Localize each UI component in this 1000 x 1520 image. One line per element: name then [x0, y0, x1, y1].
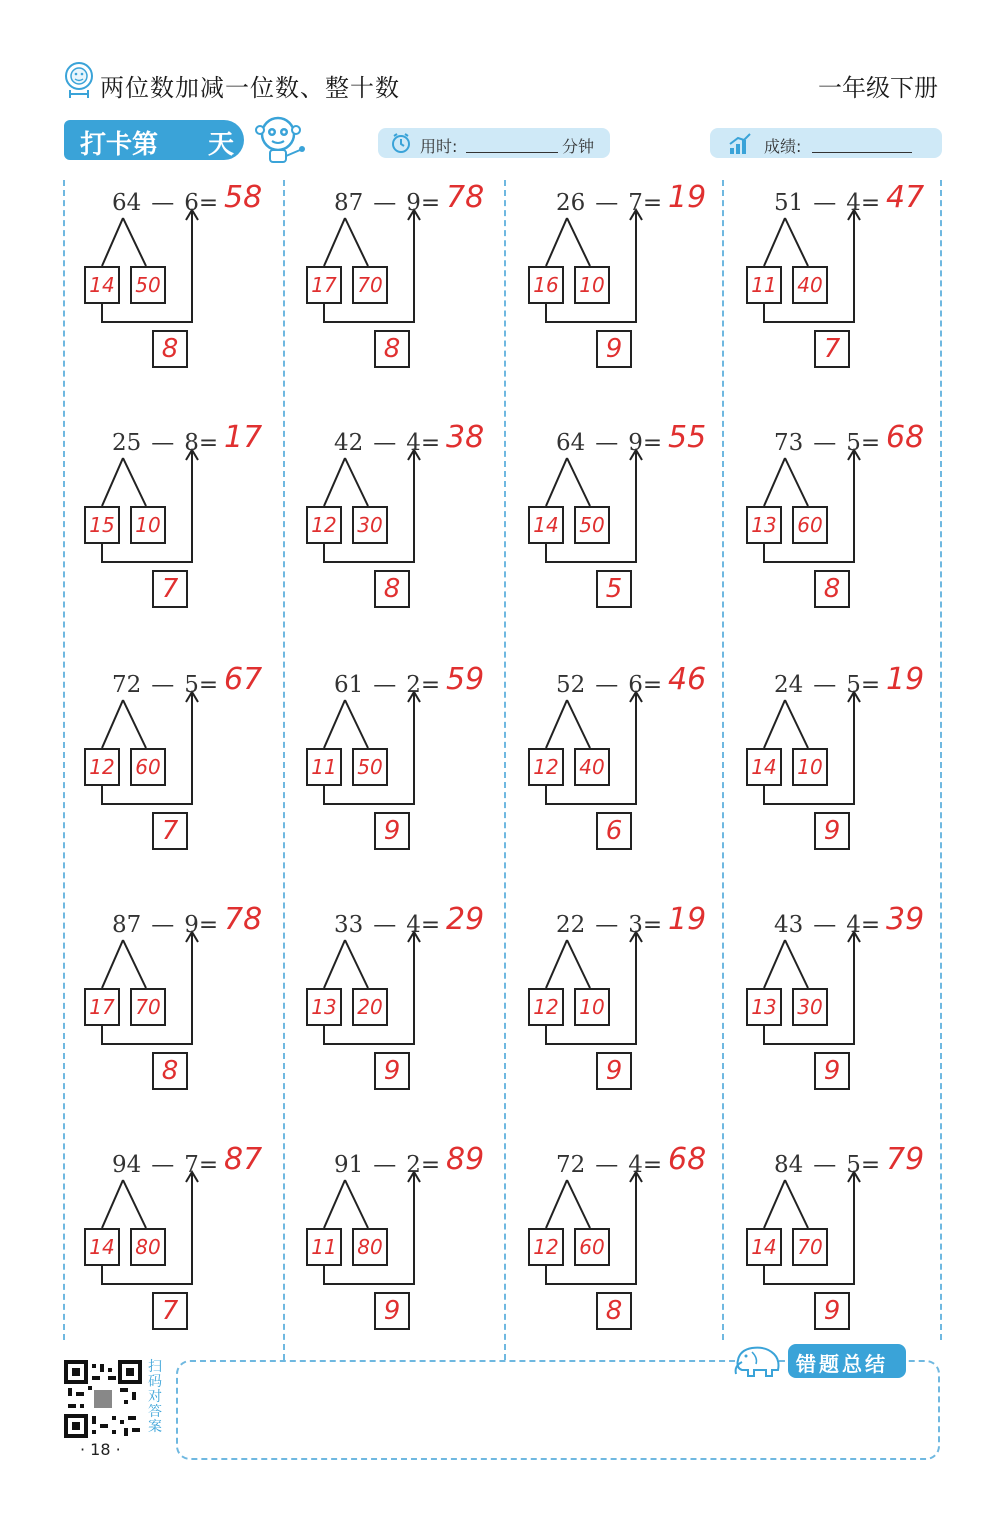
difference-box[interactable]: 9: [814, 1052, 850, 1090]
difference-box[interactable]: 9: [596, 330, 632, 368]
chart-icon: [728, 132, 752, 156]
equation: [334, 430, 440, 456]
difference-box[interactable]: 8: [374, 570, 410, 608]
answer-handwritten[interactable]: 55: [668, 420, 707, 455]
minus-sign: —: [151, 1152, 175, 1178]
equation: [556, 912, 662, 938]
equation: [774, 912, 880, 938]
answer-handwritten[interactable]: 79: [886, 1142, 925, 1177]
equation: [112, 190, 218, 216]
minuend: 22: [556, 912, 586, 938]
difference-box[interactable]: 9: [374, 1052, 410, 1090]
subtrahend: 9: [184, 912, 199, 938]
split-box-1[interactable]: 12: [528, 1228, 564, 1266]
split-box-1[interactable]: 11: [306, 1228, 342, 1266]
problem-item: [68, 902, 288, 1152]
subtrahend: 9: [406, 190, 421, 216]
subtrahend: 4: [628, 1152, 643, 1178]
split-box-1[interactable]: 12: [84, 748, 120, 786]
mistake-summary-label: 错题总结: [796, 1352, 888, 1376]
minus-sign: —: [813, 672, 837, 698]
subtrahend: 4: [406, 430, 421, 456]
minus-sign: —: [595, 430, 619, 456]
problem-item: [290, 902, 510, 1152]
answer-handwritten[interactable]: 46: [668, 662, 707, 697]
split-box-2[interactable]: 70: [792, 1228, 828, 1266]
answer-handwritten[interactable]: 68: [668, 1142, 707, 1177]
minuend: 61: [334, 672, 364, 698]
minuend: 87: [334, 190, 364, 216]
minuend: 73: [774, 430, 804, 456]
qr-code-icon[interactable]: [64, 1360, 142, 1438]
answer-handwritten[interactable]: 38: [446, 420, 485, 455]
lion-logo-icon: [62, 60, 96, 100]
difference-box[interactable]: 9: [596, 1052, 632, 1090]
split-box-2[interactable]: 30: [792, 988, 828, 1026]
equation: [556, 672, 662, 698]
equation: [556, 190, 662, 216]
time-unit-label: 分钟: [562, 137, 595, 156]
minuend: 94: [112, 1152, 142, 1178]
answer-handwritten[interactable]: 59: [446, 662, 485, 697]
split-box-1[interactable]: 12: [528, 748, 564, 786]
minuend: 52: [556, 672, 586, 698]
difference-box[interactable]: 8: [374, 330, 410, 368]
equation: [112, 672, 218, 698]
split-box-1[interactable]: 14: [746, 748, 782, 786]
split-box-2[interactable]: 40: [792, 266, 828, 304]
problem-item: [68, 420, 288, 670]
minus-sign: —: [813, 1152, 837, 1178]
minuend: 87: [112, 912, 142, 938]
subtrahend: 4: [406, 912, 421, 938]
split-box-1[interactable]: 11: [746, 266, 782, 304]
answer-handwritten[interactable]: 39: [886, 902, 925, 937]
equals-sign: =: [420, 672, 441, 698]
checkin-day-label: 天: [208, 130, 235, 160]
minus-sign: —: [595, 672, 619, 698]
split-box-2[interactable]: 50: [130, 266, 166, 304]
equals-sign: =: [198, 912, 219, 938]
minus-sign: —: [151, 190, 175, 216]
equation: [774, 430, 880, 456]
equals-sign: =: [198, 1152, 219, 1178]
score-blank: [812, 134, 912, 153]
difference-box[interactable]: 6: [596, 812, 632, 850]
minuend: 33: [334, 912, 364, 938]
equation: [556, 1152, 662, 1178]
minuend: 72: [556, 1152, 586, 1178]
problem-item: [68, 180, 288, 430]
difference-box[interactable]: 9: [374, 1292, 410, 1330]
minus-sign: —: [813, 190, 837, 216]
subtrahend: 5: [846, 1152, 861, 1178]
equals-sign: =: [642, 190, 663, 216]
minuend: 43: [774, 912, 804, 938]
problem-item: [512, 1142, 732, 1392]
split-box-2[interactable]: 70: [352, 266, 388, 304]
equals-sign: =: [420, 430, 441, 456]
subtrahend: 6: [184, 190, 199, 216]
difference-box[interactable]: 9: [374, 812, 410, 850]
split-box-2[interactable]: 10: [130, 506, 166, 544]
split-box-2[interactable]: 70: [130, 988, 166, 1026]
answer-handwritten[interactable]: 87: [224, 1142, 263, 1177]
equation: [112, 1152, 218, 1178]
split-box-2[interactable]: 20: [352, 988, 388, 1026]
minuend: 25: [112, 430, 142, 456]
split-box-1[interactable]: 14: [84, 266, 120, 304]
problem-item: [290, 180, 510, 430]
split-box-1[interactable]: 11: [306, 748, 342, 786]
split-box-1[interactable]: 14: [528, 506, 564, 544]
problem-item: [290, 1142, 510, 1392]
split-box-1[interactable]: 12: [306, 506, 342, 544]
equation: [556, 430, 662, 456]
difference-box[interactable]: 7: [152, 1292, 188, 1330]
minus-sign: —: [373, 430, 397, 456]
minuend: 42: [334, 430, 364, 456]
equals-sign: =: [860, 190, 881, 216]
subtrahend: 7: [184, 1152, 199, 1178]
split-box-1[interactable]: 13: [746, 988, 782, 1026]
problem-item: [68, 662, 288, 912]
answer-handwritten[interactable]: 19: [668, 180, 707, 215]
equals-sign: =: [642, 912, 663, 938]
problem-item: [512, 420, 732, 670]
answer-handwritten[interactable]: 68: [886, 420, 925, 455]
subtrahend: 7: [628, 190, 643, 216]
answer-handwritten[interactable]: 78: [446, 180, 485, 215]
robot-mascot-icon: [250, 112, 310, 168]
split-box-2[interactable]: 10: [574, 988, 610, 1026]
equals-sign: =: [420, 912, 441, 938]
problem-item: [730, 662, 950, 912]
problem-item: [730, 420, 950, 670]
equals-sign: =: [642, 430, 663, 456]
equation: [774, 1152, 880, 1178]
page-number: · 18 ·: [80, 1440, 121, 1459]
minuend: 64: [556, 430, 586, 456]
equation: [334, 672, 440, 698]
minus-sign: —: [813, 430, 837, 456]
subtrahend: 6: [628, 672, 643, 698]
subtrahend: 5: [184, 672, 199, 698]
difference-box[interactable]: 8: [814, 570, 850, 608]
score-label: 成绩:: [764, 137, 802, 156]
answer-handwritten[interactable]: 58: [224, 180, 263, 215]
split-box-1[interactable]: 17: [84, 988, 120, 1026]
difference-box[interactable]: 9: [814, 812, 850, 850]
equation: [774, 190, 880, 216]
split-box-1[interactable]: 13: [306, 988, 342, 1026]
difference-box[interactable]: 8: [152, 1052, 188, 1090]
split-box-2[interactable]: 60: [130, 748, 166, 786]
equals-sign: =: [198, 672, 219, 698]
split-box-2[interactable]: 80: [130, 1228, 166, 1266]
equals-sign: =: [860, 912, 881, 938]
time-blank: [466, 134, 558, 153]
split-box-1[interactable]: 14: [746, 1228, 782, 1266]
split-box-2[interactable]: 10: [574, 266, 610, 304]
answer-handwritten[interactable]: 17: [224, 420, 263, 455]
problem-item: [730, 902, 950, 1152]
answer-handwritten[interactable]: 19: [886, 662, 925, 697]
minus-sign: —: [151, 912, 175, 938]
equation: [334, 1152, 440, 1178]
answer-handwritten[interactable]: 47: [886, 180, 925, 215]
divider-left: [63, 180, 65, 1340]
subtrahend: 5: [846, 430, 861, 456]
equation: [334, 190, 440, 216]
split-box-1[interactable]: 15: [84, 506, 120, 544]
split-box-1[interactable]: 17: [306, 266, 342, 304]
equation: [334, 912, 440, 938]
equals-sign: =: [860, 1152, 881, 1178]
minus-sign: —: [373, 912, 397, 938]
equals-sign: =: [420, 1152, 441, 1178]
difference-box[interactable]: 5: [596, 570, 632, 608]
problem-item: [68, 1142, 288, 1392]
equation: [112, 912, 218, 938]
problem-item: [290, 420, 510, 670]
checkin-label: 打卡第: [80, 130, 159, 160]
minus-sign: —: [595, 1152, 619, 1178]
difference-box[interactable]: 9: [814, 1292, 850, 1330]
problem-item: [512, 180, 732, 430]
answer-handwritten[interactable]: 19: [668, 902, 707, 937]
minus-sign: —: [373, 672, 397, 698]
subtrahend: 3: [628, 912, 643, 938]
equation: [774, 672, 880, 698]
difference-box[interactable]: 8: [152, 330, 188, 368]
split-box-1[interactable]: 13: [746, 506, 782, 544]
answer-handwritten[interactable]: 89: [446, 1142, 485, 1177]
equals-sign: =: [198, 190, 219, 216]
subtrahend: 4: [846, 190, 861, 216]
scan-answer-label: 扫码对答案: [148, 1359, 162, 1435]
answer-handwritten[interactable]: 29: [446, 902, 485, 937]
elephant-icon: [732, 1340, 788, 1380]
subtrahend: 5: [846, 672, 861, 698]
problem-item: [512, 902, 732, 1152]
page-title: 两位数加减一位数、整十数: [100, 74, 400, 102]
minuend: 84: [774, 1152, 804, 1178]
difference-box[interactable]: 7: [152, 570, 188, 608]
difference-box[interactable]: 7: [152, 812, 188, 850]
split-box-1[interactable]: 16: [528, 266, 564, 304]
answer-handwritten[interactable]: 67: [224, 662, 263, 697]
minuend: 64: [112, 190, 142, 216]
grade-label: 一年级下册: [818, 74, 938, 102]
minus-sign: —: [151, 430, 175, 456]
subtrahend: 4: [846, 912, 861, 938]
equals-sign: =: [642, 672, 663, 698]
equals-sign: =: [860, 430, 881, 456]
equals-sign: =: [198, 430, 219, 456]
split-box-1[interactable]: 14: [84, 1228, 120, 1266]
clock-icon: [390, 132, 412, 154]
minuend: 72: [112, 672, 142, 698]
minus-sign: —: [595, 190, 619, 216]
split-box-1[interactable]: 12: [528, 988, 564, 1026]
difference-box[interactable]: 7: [814, 330, 850, 368]
subtrahend: 8: [184, 430, 199, 456]
difference-box[interactable]: 8: [596, 1292, 632, 1330]
answer-handwritten[interactable]: 78: [224, 902, 263, 937]
minus-sign: —: [813, 912, 837, 938]
split-box-2[interactable]: 80: [352, 1228, 388, 1266]
equation: [112, 430, 218, 456]
split-box-2[interactable]: 40: [574, 748, 610, 786]
minuend: 26: [556, 190, 586, 216]
equals-sign: =: [420, 190, 441, 216]
split-box-2[interactable]: 50: [574, 506, 610, 544]
split-box-2[interactable]: 10: [792, 748, 828, 786]
minuend: 51: [774, 190, 804, 216]
split-box-2[interactable]: 50: [352, 748, 388, 786]
split-box-2[interactable]: 60: [792, 506, 828, 544]
minus-sign: —: [151, 672, 175, 698]
problem-item: [730, 180, 950, 430]
minus-sign: —: [373, 1152, 397, 1178]
minus-sign: —: [595, 912, 619, 938]
equals-sign: =: [642, 1152, 663, 1178]
minuend: 24: [774, 672, 804, 698]
minus-sign: —: [373, 190, 397, 216]
problem-item: [512, 662, 732, 912]
equals-sign: =: [860, 672, 881, 698]
split-box-2[interactable]: 30: [352, 506, 388, 544]
problem-item: [290, 662, 510, 912]
minuend: 91: [334, 1152, 364, 1178]
subtrahend: 2: [406, 1152, 421, 1178]
split-box-2[interactable]: 60: [574, 1228, 610, 1266]
subtrahend: 2: [406, 672, 421, 698]
time-label: 用时:: [420, 137, 458, 156]
subtrahend: 9: [628, 430, 643, 456]
